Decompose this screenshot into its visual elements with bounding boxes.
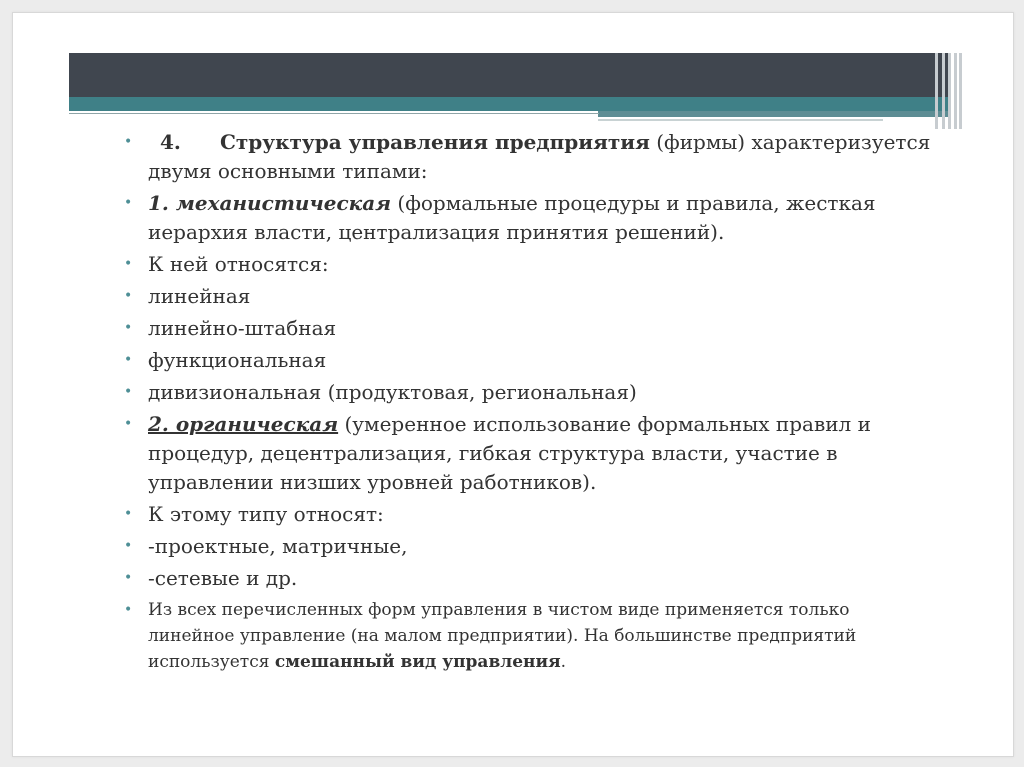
header-bar-dark [69,53,949,97]
list-item [121,410,941,497]
item-text: -проектные, матричные, [148,534,408,558]
item-text: К ней относятся: [148,252,329,276]
bullet-icon: • [124,134,133,150]
item-text: линейно-штабная [148,316,337,340]
item-text: (фирмы) характеризуется двумя основными типами: [148,130,931,183]
list-item-summary [121,597,941,675]
slide [12,12,1014,757]
bullet-icon: • [124,416,133,432]
bullet-icon: • [124,256,133,272]
header-line-left [69,113,599,114]
list-item [121,564,941,593]
list-item [121,532,941,561]
bullet-icon: • [124,320,133,336]
item-text: (умеренное использование формальных правил и процедур, децентрализация, гибкая структура власти, участие в управлении низших уровней работников). [148,412,871,494]
list-item [121,128,941,186]
bullet-icon: • [124,288,133,304]
item-emphasis: 1. механистическая [148,191,392,215]
bullet-icon: • [124,602,133,618]
list-item [121,250,941,279]
list-item [121,346,941,375]
item-bold-text: смешанный вид управления [274,652,561,672]
item-emphasis: 2. органическая [148,412,339,436]
header-bar-teal [69,97,949,111]
item-bold-text: Структура управления предприятия [220,130,650,154]
bullet-icon: • [124,506,133,522]
header-line-right [598,119,883,121]
item-text-tail: . [560,652,567,672]
item-text: (формальные процедуры и правила, жесткая иерархия власти, централизация принятия решений). [148,191,876,244]
item-text: Из всех перечисленных форм управления в чистом виде применяется только линейное управление (на малом предприятии). На большинстве предприятий используется [148,600,857,672]
list-item [121,189,941,247]
item-text: -сетевые и др. [148,566,298,590]
bullet-icon: • [124,195,133,211]
bullet-icon: • [124,570,133,586]
item-text: К этому типу относят: [148,502,384,526]
bullet-icon: • [124,384,133,400]
item-text: функциональная [148,348,327,372]
bullet-icon: • [124,538,133,554]
list-item [121,282,941,311]
list-item [121,500,941,529]
item-text: линейная [148,284,251,308]
bullet-icon: • [124,352,133,368]
list-item [121,314,941,343]
header-stripes [935,53,965,129]
list-item [121,378,941,407]
header-bar-teal-accent [598,111,949,117]
bullet-list [121,125,941,675]
item-number: 4. [160,130,181,154]
item-text: дивизиональная (продуктовая, региональная) [148,380,637,404]
